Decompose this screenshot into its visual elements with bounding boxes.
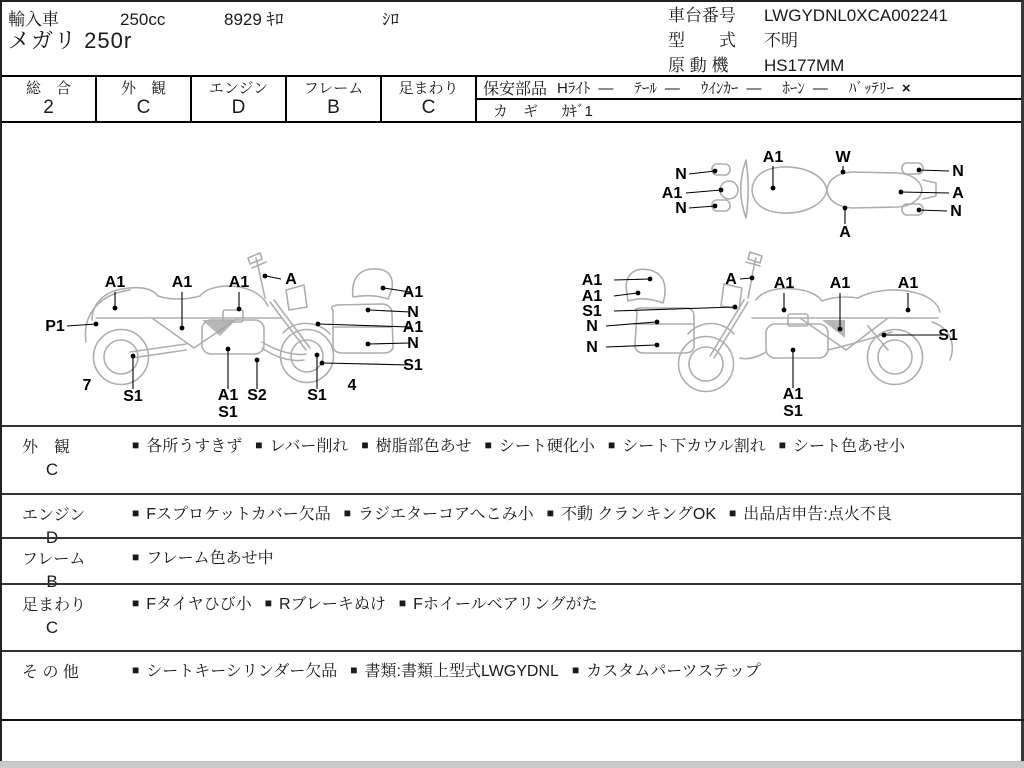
svg-text:A1: A1 (581, 272, 603, 289)
note-item: ■ シート下カウル割れ (607, 438, 766, 455)
svg-text:A1: A1 (228, 274, 250, 291)
note-frame (2, 537, 1021, 591)
model-code-row (668, 28, 948, 53)
svg-text:S1: S1 (307, 387, 327, 404)
grade-table (2, 75, 1021, 123)
svg-text:N: N (952, 163, 964, 180)
key-row (477, 100, 1021, 121)
note-other-items (130, 652, 998, 719)
note-exterior-items (130, 427, 998, 493)
svg-text:A1: A1 (581, 288, 603, 305)
grade-overall-value: 2 (43, 97, 54, 119)
note-item: ■ ラジエターコアへこみ小 (343, 506, 534, 523)
svg-text:A: A (725, 271, 737, 288)
grade-frame (287, 77, 382, 121)
note-engine (2, 493, 1021, 547)
note-other (2, 650, 1021, 719)
svg-text:N: N (675, 166, 687, 183)
svg-text:N: N (407, 304, 419, 321)
svg-text:A1: A1 (661, 185, 683, 202)
svg-text:N: N (675, 200, 687, 217)
grade-frame-value: B (327, 97, 340, 119)
svg-text:A1: A1 (402, 319, 424, 336)
note-item: ■ シート色あせ小 (778, 438, 905, 455)
grade-frame-label: フレーム (303, 79, 364, 97)
sheet-bottom-rule (0, 719, 1024, 721)
note-other-label: そ の 他 (22, 664, 79, 681)
svg-text:A1: A1 (104, 274, 126, 291)
key-value: ｶｷﾞ1 (562, 103, 593, 120)
note-item: ■ 不動 クランキングOK (546, 506, 717, 523)
note-engine-grade: D (45, 528, 59, 547)
svg-text:A1: A1 (773, 275, 795, 292)
note-item: ■ 出品店申告:点火不良 (729, 506, 892, 523)
grade-overall (2, 77, 97, 121)
note-undercarriage-label: 足まわり (22, 597, 87, 614)
svg-text:A1: A1 (171, 274, 193, 291)
svg-text:S1: S1 (218, 404, 238, 421)
svg-text:S1: S1 (938, 327, 958, 344)
svg-text:A1: A1 (782, 386, 804, 403)
note-item: ■ シート硬化小 (484, 438, 595, 455)
note-item: ■ 書類:書類上型式LWGYDNL (350, 663, 559, 680)
grade-undercarriage-label: 足まわり (398, 79, 459, 97)
grade-undercarriage (382, 77, 477, 121)
key-label: カ ギ (493, 103, 539, 120)
grade-engine (192, 77, 287, 121)
model-code-label: 型 式 (668, 31, 736, 50)
grade-engine-value: D (231, 97, 246, 119)
note-undercarriage-grade: C (45, 618, 59, 637)
svg-text:S1: S1 (123, 388, 143, 405)
chassis-row (668, 3, 948, 28)
note-item: ■ 樹脂部色あせ (361, 438, 472, 455)
svg-text:A1: A1 (829, 275, 851, 292)
note-exterior-labelcol (2, 427, 130, 493)
vehicle-type: 輸入車 (8, 10, 59, 29)
svg-text:A: A (285, 271, 297, 288)
safety-parts-row (477, 77, 1021, 100)
note-undercarriage-labelcol (2, 585, 130, 650)
note-frame-labelcol (2, 539, 130, 591)
safety-part: Hﾗｲﾄ — (557, 80, 614, 97)
svg-text:N: N (586, 339, 598, 356)
note-item: ■ フレーム色あせ中 (132, 550, 274, 567)
note-undercarriage (2, 583, 1021, 650)
scan-edge-strip (0, 761, 1024, 768)
note-item: ■ Fホイールベアリングがた (398, 596, 598, 613)
grade-exterior-label: 外 観 (120, 79, 166, 97)
note-engine-items (130, 495, 998, 537)
svg-text:S1: S1 (403, 357, 423, 374)
displacement: 250cc (120, 10, 166, 29)
svg-text:S1: S1 (582, 303, 602, 320)
note-other-labelcol (2, 652, 130, 719)
note-exterior-grade: C (45, 460, 59, 479)
svg-text:P1: P1 (45, 318, 65, 335)
note-engine-labelcol (2, 495, 130, 547)
engine-code-label: 原 動 機 (668, 56, 729, 75)
model-code: 不明 (764, 31, 798, 50)
model-name: メガリ 250r (8, 28, 133, 53)
safety-part: ﾊﾞｯﾃﾘｰ × (848, 80, 911, 97)
chassis-label: 車台番号 (668, 6, 736, 25)
note-item: ■ Fスプロケットカバー欠品 (132, 506, 331, 523)
grade-engine-label: エンジン (208, 79, 269, 97)
note-item: ■ Fタイヤひび小 (132, 596, 252, 613)
note-exterior (2, 425, 1021, 493)
body-color: ｼﾛ (382, 10, 399, 29)
safety-part: ﾎｰﾝ — (782, 80, 828, 97)
svg-text:A1: A1 (217, 387, 239, 404)
svg-text:S1: S1 (783, 403, 803, 420)
note-engine-label: エンジン (22, 507, 86, 524)
note-item: ■ Rブレーキぬけ (264, 596, 386, 613)
note-frame-grade: B (46, 572, 58, 591)
svg-text:7: 7 (82, 377, 92, 394)
svg-text:W: W (835, 149, 851, 166)
header-right-block (668, 3, 948, 78)
safety-part: ﾃｰﾙ — (634, 80, 680, 97)
grade-exterior-value: C (136, 97, 151, 119)
safety-parts-list (557, 77, 932, 98)
note-item: ■ レバー削れ (255, 438, 349, 455)
engine-code: HS177MM (764, 56, 845, 75)
grade-overall-label: 総 合 (25, 79, 71, 97)
safety-parts-title: 保安部品 (483, 81, 548, 98)
grade-undercarriage-value: C (421, 97, 436, 119)
svg-text:A1: A1 (762, 149, 784, 166)
svg-text:A1: A1 (897, 275, 919, 292)
grade-exterior (97, 77, 192, 121)
svg-text:N: N (950, 203, 962, 220)
svg-text:A: A (839, 224, 851, 241)
svg-text:S2: S2 (247, 387, 267, 404)
note-exterior-label: 外 観 (22, 439, 71, 456)
note-item: ■ 各所うすきず (132, 438, 243, 455)
svg-text:A: A (952, 185, 964, 202)
mileage: 8929 ｷﾛ (224, 10, 284, 29)
svg-text:N: N (407, 335, 419, 352)
note-undercarriage-items (130, 585, 998, 650)
safety-parts-cell (477, 77, 1021, 121)
chassis-number: LWGYDNL0XCA002241 (764, 6, 948, 25)
note-item: ■ カスタムパーツステップ (571, 663, 761, 680)
note-frame-items (130, 539, 998, 583)
svg-text:4: 4 (347, 377, 357, 394)
svg-text:N: N (586, 318, 598, 335)
note-item: ■ シートキーシリンダー欠品 (132, 663, 338, 680)
svg-text:A1: A1 (402, 284, 424, 301)
safety-part: ｳｲﾝｶｰ — (700, 80, 762, 97)
note-frame-label: フレーム (22, 551, 86, 568)
